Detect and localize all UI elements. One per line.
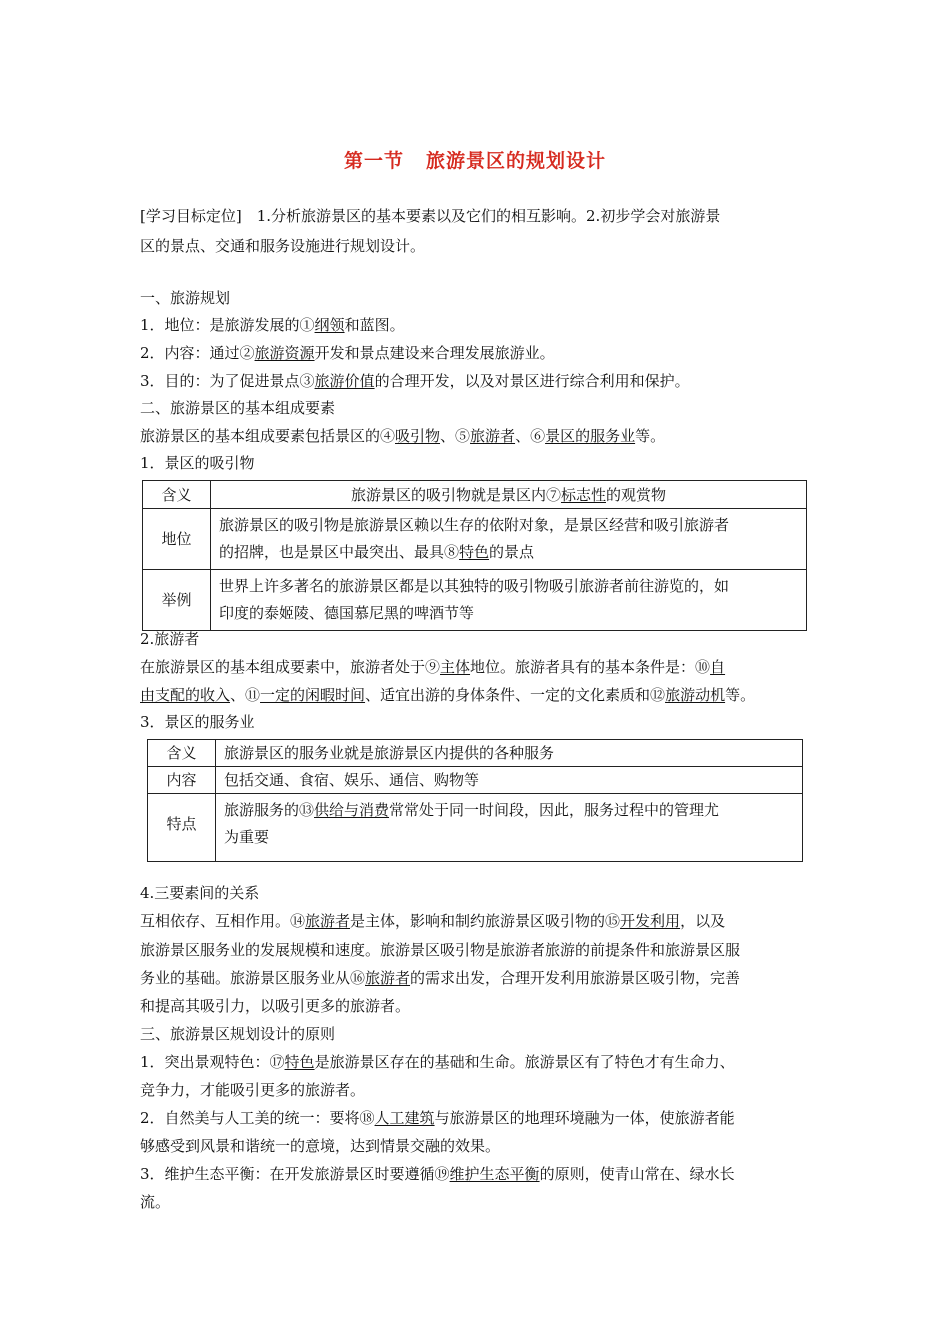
page-title: 第一节 旅游景区的规划设计 — [343, 150, 607, 172]
tourist-line-2: 由支配的收入、⑪一定的闲暇时间、适宜出游的身体条件、一定的文化素质和⑫旅游动机等。 — [140, 686, 756, 704]
relation-line-1: 互相依存、互相作用。⑭旅游者是主体，影响和制约旅游景区吸引物的⑮开发利用，以及 — [140, 912, 726, 930]
s2-intro: 旅游景区的基本组成要素包括景区的④吸引物、⑤旅游者、⑥景区的服务业等。 — [140, 427, 666, 445]
principle-2-line-1: 2．自然美与人工美的统一：要将⑱人工建筑与旅游景区的地理环境融为一体，使旅游者能 — [140, 1109, 735, 1127]
table-header-cell: 特点 — [148, 794, 216, 862]
s2-sub-3: 3．景区的服务业 — [140, 713, 255, 731]
table-cell: 旅游服务的⑬供给与消费常常处于同一时间段，因此，服务过程中的管理尤 为重要 — [216, 794, 803, 862]
table-cell: 旅游景区的服务业就是旅游景区内提供的各种服务 — [216, 740, 803, 767]
table-header-cell: 内容 — [148, 767, 216, 794]
table-header-cell: 含义 — [148, 740, 216, 767]
table-cell: 世界上许多著名的旅游景区都是以其独特的吸引物吸引旅游者前往游览的，如 印度的泰姬陵、德国慕尼黑的啤酒节等 — [211, 570, 807, 631]
table-row — [148, 740, 803, 767]
principle-1-line-2: 竞争力，才能吸引更多的旅游者。 — [140, 1081, 366, 1099]
table-header-cell: 含义 — [143, 481, 211, 509]
principle-3-line-1: 3．维护生态平衡：在开发旅游景区时要遵循⑲维护生态平衡的原则，使青山常在、绿水长 — [140, 1165, 735, 1183]
principle-3-line-2: 流。 — [140, 1193, 171, 1211]
s1-point-2: 2．内容：通过②旅游资源开发和景点建设来合理发展旅游业。 — [140, 344, 555, 362]
table-header-cell: 举例 — [143, 570, 211, 631]
table-row — [148, 767, 803, 794]
table-cell: 旅游景区的吸引物就是景区内⑦标志性的观赏物 — [211, 481, 807, 509]
section-2-heading: 二、旅游景区的基本组成要素 — [140, 399, 336, 417]
tourist-line-1: 在旅游景区的基本组成要素中，旅游者处于⑨主体地位。旅游者具有的基本条件是：⑩自 — [140, 658, 726, 676]
s2-sub-4: 4.三要素间的关系 — [140, 884, 260, 902]
objectives-line-1: [学习目标定位] 1.分析旅游景区的基本要素以及它们的相互影响。2.初步学会对旅游景 — [140, 207, 721, 225]
attraction-table — [142, 480, 807, 631]
principle-1-line-1: 1．突出景观特色：⑰特色是旅游景区存在的基础和生命。旅游景区有了特色才有生命力、 — [140, 1053, 735, 1071]
s2-sub-2: 2.旅游者 — [140, 630, 200, 648]
relation-line-2: 旅游景区服务业的发展规模和速度。旅游景区吸引物是旅游者旅游的前提条件和旅游景区服 — [140, 941, 741, 959]
s2-sub-1: 1．景区的吸引物 — [140, 454, 255, 472]
objectives-line-2: 区的景点、交通和服务设施进行规划设计。 — [140, 237, 426, 255]
table-cell: 包括交通、食宿、娱乐、通信、购物等 — [216, 767, 803, 794]
section-1-heading: 一、旅游规划 — [140, 289, 231, 307]
table-header-cell: 地位 — [143, 509, 211, 570]
relation-line-4: 和提高其吸引力，以吸引更多的旅游者。 — [140, 997, 411, 1015]
table-row — [143, 570, 807, 631]
table-row — [143, 509, 807, 570]
table-cell: 旅游景区的吸引物是旅游景区赖以生存的依附对象，是景区经营和吸引旅游者 的招牌，也是景区中最突出、最具⑧特色的景点 — [211, 509, 807, 570]
table-row — [143, 481, 807, 509]
section-3-heading: 三、旅游景区规划设计的原则 — [140, 1025, 336, 1043]
s1-point-1: 1．地位：是旅游发展的①纲领和蓝图。 — [140, 316, 405, 334]
s1-point-3: 3．目的：为了促进景点③旅游价值的合理开发，以及对景区进行综合利用和保护。 — [140, 372, 690, 390]
table-row — [148, 794, 803, 862]
service-table — [147, 739, 803, 862]
relation-line-3: 务业的基础。旅游景区服务业从⑯旅游者的需求出发，合理开发利用旅游景区吸引物，完善 — [140, 969, 741, 987]
principle-2-line-2: 够感受到风景和谐统一的意境，达到情景交融的效果。 — [140, 1137, 501, 1155]
